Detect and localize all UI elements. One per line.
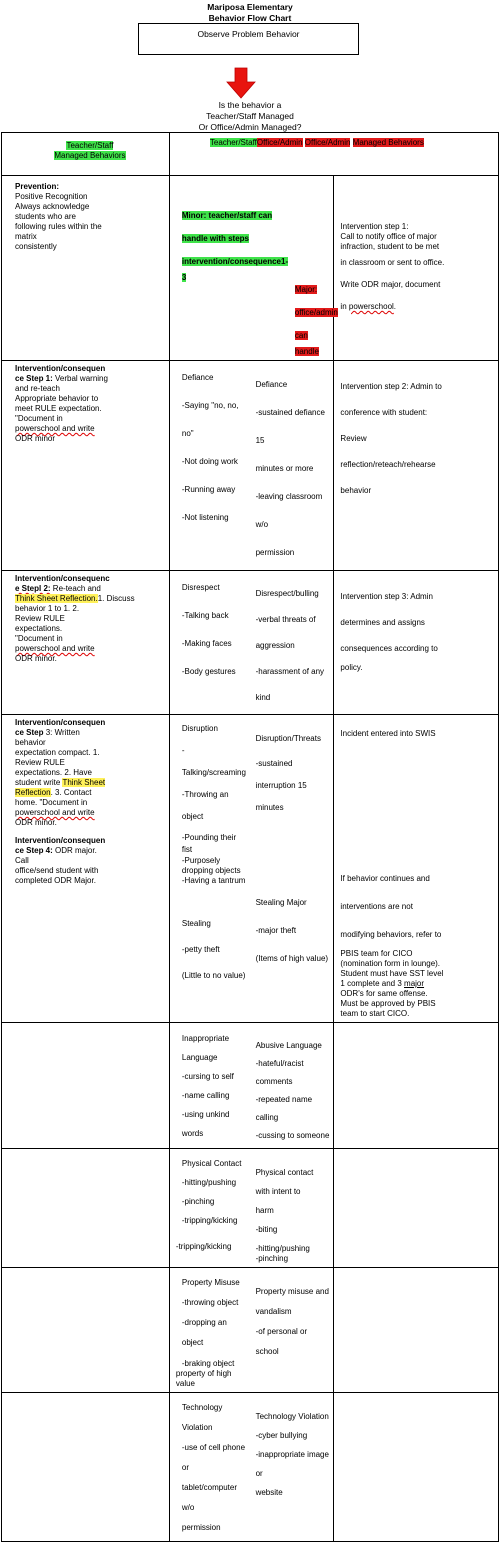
intervention-step-1-cell: Intervention step 1: Call to notify office of major infraction, student to be met in classroom or sent to office. Write ODR major, document in powerschool. [334,176,499,361]
header-managed-behaviors: Teacher/StaffOffice/Admin Office/Admin Managed Behaviors [169,133,498,176]
decision-question [150,100,350,133]
disrespect-cell: Disrespect -Talking back -Making faces -Body gestures Disrespect/bulling -verbal threats of aggression -harassment of any kind [169,571,334,715]
page-title [0,2,500,24]
table-row [2,1268,499,1393]
down-arrow-icon [226,68,256,98]
physical-contact-cell: Physical Contact -hitting/pushing -pinching -tripping/kicking -tripping/kicking Physical contact with intent to harm -biting -hitting/pushing -pinching [169,1149,334,1268]
table-row [2,715,499,1023]
step-3-4-cell: Intervention/consequen ce Step 3: Written behavior expectation compact. 1. Review RULE expectations. 2. Have student write Think Sheet Reflection. 3. Contact home. "Document in powerschool and write ODR minor. Intervention/consequen ce Step 4: ODR major. Call office/send student with completed ODR Major. [2,715,170,1023]
step-2-cell: Intervention/consequenc e Stepl 2: Re-teach and Think Sheet Reflection.1. Discuss behavior 1 to 1. 2. Review RULE expectations. "Document in powerschool and write ODR minor. [2,571,170,715]
table-row [2,1023,499,1149]
table-header-row [2,133,499,176]
table-row [2,361,499,571]
table-row [2,571,499,715]
question-line-2: Teacher/Staff Managed [206,111,294,121]
minor-major-cell: Minor: teacher/staff can handle with steps intervention/consequence1- 3 Major: office/admin can handle [169,176,334,361]
question-line-3: Or Office/Admin Managed? [198,122,302,132]
step-1-cell: Intervention/consequen ce Step 1: Verbal warning and re-teach Appropriate behavior to meet RULE expectation. "Document in powerschool and write ODR minor [2,361,170,571]
language-cell: Inappropriate Language -cursing to self -name calling -using unkind words Abusive Language -hateful/racist comments -repeated name calling -cussing to someone [169,1023,334,1149]
prevention-cell: Prevention: Positive Recognition Always acknowledge students who are following rules within the matrix consistently [2,176,170,361]
intervention-step-2-cell: Intervention step 2: Admin to conference with student: Review reflection/reteach/rehearse behavior [334,361,499,571]
swis-cico-cell: Incident entered into SWIS If behavior continues and interventions are not modifying behaviors, refer to PBIS team for CICO (nomination form in lounge). Student must have SST level 1 complete and 3 major ODR's for same offense. Must be approved by PBIS team to start CICO. [334,715,499,1023]
title-line-2: Behavior Flow Chart [208,13,292,23]
defiance-cell: Defiance -Saying "no, no, no" -Not doing work -Running away -Not listening Defiance -sustained defiance 15 minutes or more -leaving classroom w/o permission [169,361,334,571]
technology-violation-cell: Technology Violation -use of cell phone or tablet/computer w/o permission Technology Violation -cyber bullying -inappropriate image or website [169,1393,334,1542]
property-misuse-cell: Property Misuse -throwing object -dropping an object -braking object property of high value Property misuse and vandalism -of personal or school [169,1268,334,1393]
behavior-table [1,132,499,1542]
header-teacher-managed: Teacher/Staff Managed Behaviors [2,133,170,176]
table-row [2,1393,499,1542]
title-line-1: Mariposa Elementary [207,2,293,12]
table-row [2,176,499,361]
table-row [2,1149,499,1268]
observe-box: Observe Problem Behavior [138,23,359,55]
intervention-step-3-cell: Intervention step 3: Admin determines and assigns consequences according to policy. [334,571,499,715]
disruption-stealing-cell: Disruption -Talking/screaming -Throwing an object -Pounding their fist -Purposely dropping objects -Having a tantrum Stealing -petty theft (Little to no value) Disruption/Threats -sustained interruption 15 minutes Stealing Major -major theft (Items of high value) [169,715,334,1023]
question-line-1: Is the behavior a [218,100,282,110]
